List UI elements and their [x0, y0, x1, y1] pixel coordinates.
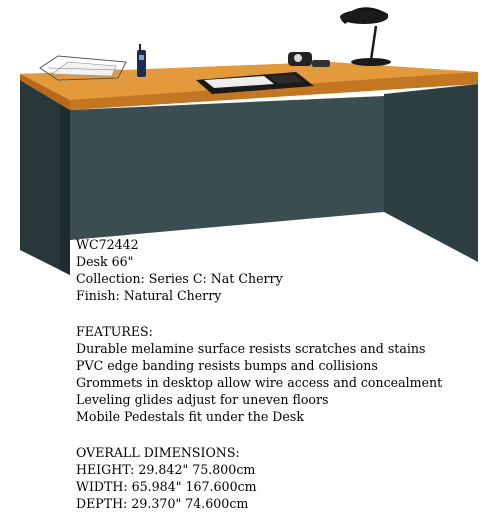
tape-dispenser: [288, 52, 330, 67]
features-block: [76, 323, 442, 425]
feature-item: Grommets in desktop allow wire access and concealment: [76, 375, 443, 390]
dimension-width: WIDTH: 65.984" 167.600cm: [76, 479, 257, 494]
product-spec-block: [76, 236, 283, 304]
dimensions-block: [76, 444, 257, 512]
phone: [137, 44, 146, 77]
dimension-height: HEIGHT: 29.842" 75.800cm: [76, 462, 256, 477]
feature-item: Mobile Pedestals fit under the Desk: [76, 409, 304, 424]
dimensions-heading: OVERALL DIMENSIONS:: [76, 445, 240, 460]
feature-item: Durable melamine surface resists scratches and stains: [76, 341, 426, 356]
product-name: Desk 66": [76, 254, 134, 269]
desk-right-side-panel: [384, 84, 478, 262]
finish: Finish: Natural Cherry: [76, 288, 222, 303]
desk-left-panel-edge: [60, 104, 70, 275]
dimension-depth: DEPTH: 29.370" 74.600cm: [76, 496, 249, 511]
desk-modesty-panel: [70, 96, 384, 240]
features-heading: FEATURES:: [76, 324, 153, 339]
model-number: WC72442: [76, 237, 139, 252]
desk-lamp: [340, 7, 391, 66]
feature-item: Leveling glides adjust for uneven floors: [76, 392, 329, 407]
collection: Collection: Series C: Nat Cherry: [76, 271, 283, 286]
feature-item: PVC edge banding resists bumps and collisions: [76, 358, 378, 373]
